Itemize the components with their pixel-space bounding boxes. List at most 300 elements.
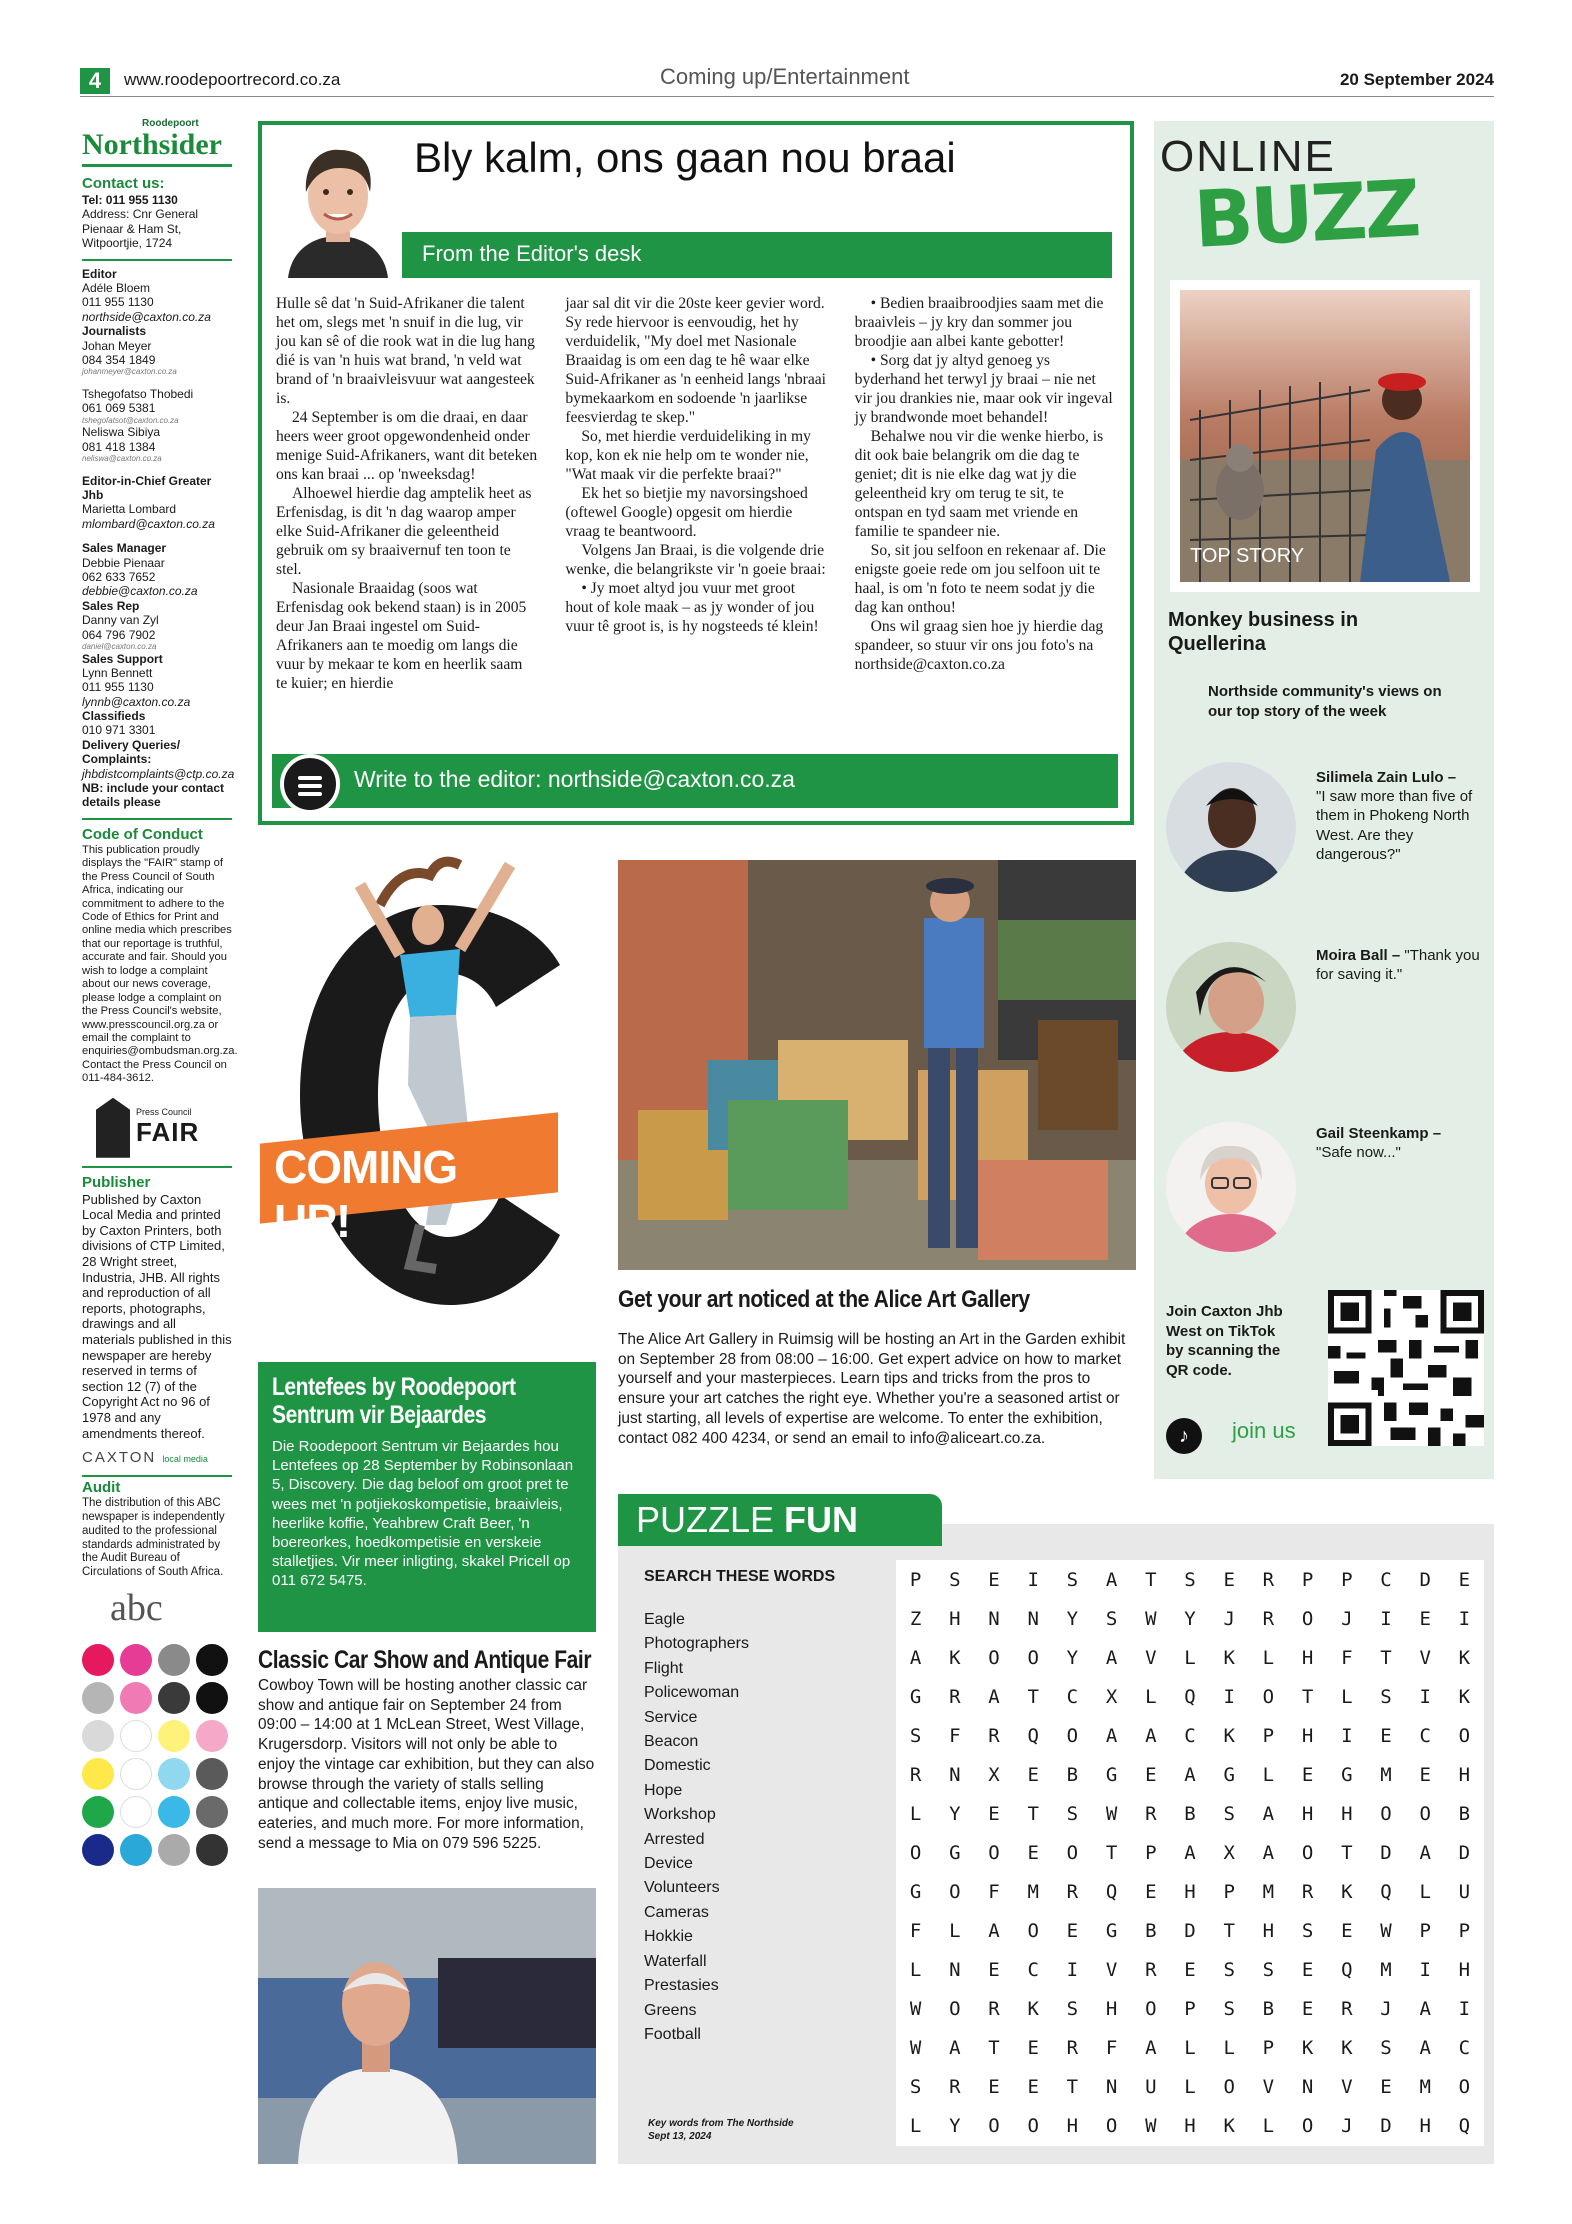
grid-letter[interactable]: T: [1341, 1841, 1353, 1864]
grid-letter[interactable]: I: [1341, 1724, 1353, 1747]
grid-letter[interactable]: L: [1341, 1685, 1353, 1708]
commenter-name: Gail Steenkamp –: [1316, 1125, 1442, 1142]
grid-letter[interactable]: O: [988, 1646, 1000, 1669]
grid-letter[interactable]: P: [1223, 1881, 1235, 1904]
grid-letter[interactable]: B: [1145, 1920, 1157, 1943]
grid-letter[interactable]: N: [1301, 2076, 1314, 2099]
grid-letter[interactable]: P: [1419, 1920, 1431, 1943]
grid-letter[interactable]: D: [1419, 1568, 1431, 1591]
grid-letter[interactable]: O: [1223, 2076, 1235, 2099]
site-url[interactable]: www.roodepoortrecord.co.za: [124, 70, 341, 89]
grid-letter[interactable]: H: [1458, 1959, 1471, 1982]
journalist-email[interactable]: neliswa@caxton.co.za: [82, 454, 162, 464]
grid-letter[interactable]: T: [1223, 1920, 1235, 1943]
paragraph: Behalwe nou vir die wenke hierbo, is dit ook baie belangrik om die dag te geniet; dit is nie elke dag wat jy die geleentheid kry om terug te sit, te ontspan en tyd saam met vriende en familie te spandeer nie.: [854, 428, 1104, 541]
grid-letter[interactable]: V: [1419, 1646, 1431, 1669]
grid-letter[interactable]: S: [1066, 1568, 1079, 1591]
grid-letter[interactable]: A: [1184, 1841, 1196, 1864]
grid-letter[interactable]: E: [1341, 1920, 1353, 1943]
grid-letter[interactable]: C: [1380, 1568, 1392, 1591]
sales-manager-tel: 062 633 7652: [82, 569, 156, 584]
grid-letter[interactable]: A: [1105, 1646, 1118, 1669]
grid-letter[interactable]: L: [1184, 2076, 1196, 2099]
grid-letter[interactable]: N: [949, 1959, 961, 1982]
grid-letter[interactable]: H: [1066, 2115, 1079, 2138]
grid-letter[interactable]: I: [1380, 1607, 1392, 1630]
logo-prefix: Roodepoort: [142, 118, 199, 129]
grid-letter[interactable]: E: [1380, 2076, 1392, 2099]
colour-swatch: [158, 1644, 190, 1676]
grid-letter[interactable]: W: [1105, 1802, 1118, 1825]
grid-letter[interactable]: O: [1027, 1920, 1039, 1943]
grid-letter[interactable]: F: [1341, 1646, 1353, 1669]
grid-letter[interactable]: O: [1066, 1724, 1079, 1747]
grid-letter[interactable]: L: [1145, 1685, 1157, 1708]
grid-letter[interactable]: V: [1145, 1646, 1157, 1669]
grid-letter[interactable]: O: [949, 1881, 961, 1904]
car-show-headline[interactable]: Classic Car Show and Antique Fair: [258, 1646, 592, 1674]
grid-letter[interactable]: B: [1262, 1998, 1275, 2021]
grid-letter[interactable]: X: [1105, 1685, 1118, 1708]
grid-letter[interactable]: L: [1184, 1646, 1196, 1669]
art-gallery-body: The Alice Art Gallery in Ruimsig will be hosting an Art in the Garden exhibit on September 28 from 08:00 – 16:00. Get expert advice on how to market yourself and your masterpieces. Learn tips and tricks from the pros to ensure your art catches the right eye. Whether you're a seasoned artist or just starting, all levels of expertise are welcome. To enter the exhibition, contact 082 400 4234, or send an email to info@aliceart.co.za.: [618, 1331, 1126, 1447]
grid-letter[interactable]: H: [1301, 1724, 1314, 1747]
grid-letter[interactable]: O: [1301, 1607, 1314, 1630]
grid-letter[interactable]: X: [1223, 1841, 1235, 1864]
grid-letter[interactable]: Y: [1066, 1646, 1079, 1669]
grid-letter[interactable]: Y: [1184, 1607, 1196, 1630]
grid-letter[interactable]: Q: [1458, 2115, 1471, 2138]
grid-letter[interactable]: C: [1458, 2037, 1471, 2060]
grid-letter[interactable]: E: [988, 2076, 1000, 2099]
grid-letter[interactable]: T: [1380, 1646, 1392, 1669]
join-us-link[interactable]: join us: [1232, 1418, 1296, 1443]
grid-letter[interactable]: G: [1341, 1763, 1353, 1786]
grid-letter[interactable]: E: [1027, 2037, 1039, 2060]
grid-letter[interactable]: I: [1419, 1959, 1431, 1982]
grid-letter[interactable]: S: [1066, 1998, 1079, 2021]
paragraph: • Jy moet altyd jou vuur met groot hout of kole maak – as jy wonder of jou vuur tê groot is, is hy nogsteeds té klein!: [565, 580, 819, 636]
comment-text: "Safe now...": [1316, 1144, 1401, 1162]
tiktok-icon[interactable]: ♪: [1166, 1418, 1202, 1454]
grid-letter[interactable]: A: [1184, 1763, 1196, 1786]
paragraph: Ek het so bietjie my navorsingshoed (oftewel Google) opgesit om hierdie vraag te beantwoord.: [565, 485, 808, 541]
grid-letter[interactable]: M: [1380, 1763, 1392, 1786]
paragraph: jaar sal dit vir die 20ste keer gevier word. Sy rede hiervoor is eenvoudig, het hy verduidelik, "My doel met Nasionale Braaidag is om een dag te hê waar elke Suid-Afrikaner as 'n eenheid langs 'nbraai bymekaarkom en sodoende 'n jaarlikse feesvierdag te skep.": [565, 295, 826, 427]
grid-letter[interactable]: S: [1223, 1998, 1235, 2021]
grid-letter[interactable]: M: [1380, 1959, 1392, 1982]
grid-letter[interactable]: R: [1145, 1959, 1157, 1982]
reader-comment: [1316, 1124, 1486, 1162]
qr-code[interactable]: [1328, 1290, 1484, 1446]
grid-letter[interactable]: C: [1419, 1724, 1431, 1747]
grid-letter[interactable]: R: [1341, 1998, 1353, 2021]
grid-letter[interactable]: X: [988, 1763, 1000, 1786]
grid-letter[interactable]: T: [988, 2037, 1000, 2060]
grid-letter[interactable]: P: [1184, 1998, 1196, 2021]
grid-letter[interactable]: O: [988, 2115, 1000, 2138]
grid-letter[interactable]: C: [1027, 1959, 1039, 1982]
grid-letter[interactable]: P: [1301, 1568, 1314, 1591]
grid-letter[interactable]: E: [1419, 1763, 1431, 1786]
journalists-heading: Journalists: [82, 324, 147, 339]
grid-letter[interactable]: K: [949, 1646, 961, 1669]
fun-label: FUN: [784, 1499, 859, 1540]
colour-swatch: [196, 1682, 228, 1714]
speech-bubble-icon: [280, 754, 340, 814]
grid-letter[interactable]: E: [1301, 1998, 1314, 2021]
grid-letter[interactable]: J: [1223, 1607, 1235, 1630]
grid-letter[interactable]: E: [1223, 1568, 1235, 1591]
grid-letter[interactable]: R: [988, 1998, 1000, 2021]
grid-letter[interactable]: O: [1301, 1841, 1314, 1864]
sales-support-email[interactable]: lynnb@caxton.co.za: [82, 694, 191, 709]
grid-letter[interactable]: A: [909, 1646, 922, 1669]
grid-letter[interactable]: P: [909, 1568, 922, 1591]
grid-letter[interactable]: M: [1419, 2076, 1431, 2099]
grid-letter[interactable]: O: [1458, 2076, 1471, 2099]
grid-letter[interactable]: I: [1223, 1685, 1235, 1708]
grid-letter[interactable]: K: [1458, 1646, 1471, 1669]
grid-letter[interactable]: O: [1419, 1802, 1431, 1825]
grid-letter[interactable]: P: [1341, 1568, 1353, 1591]
grid-letter[interactable]: S: [949, 1568, 961, 1591]
puzzle-footnote: Key words from The Northside Sept 13, 2024: [648, 2118, 794, 2142]
buzz-label: BUZZ: [1191, 164, 1421, 266]
grid-letter[interactable]: R: [988, 1724, 1000, 1747]
grid-letter[interactable]: W: [1145, 2115, 1157, 2138]
sales-rep-name: Danny van Zyl: [82, 613, 159, 628]
car-show-photo[interactable]: [258, 1888, 596, 2164]
grid-letter[interactable]: G: [1105, 1920, 1118, 1943]
grid-letter[interactable]: A: [988, 1920, 1000, 1943]
buzz-headline[interactable]: Monkey business in Quellerina: [1168, 609, 1359, 656]
grid-letter[interactable]: A: [1145, 1724, 1157, 1747]
grid-letter[interactable]: E: [1301, 1959, 1314, 1982]
grid-letter[interactable]: O: [1458, 1724, 1471, 1747]
grid-letter[interactable]: S: [1184, 1568, 1196, 1591]
lentefees-headline[interactable]: Lentefees by Roodepoort Sentrum vir Bejaardes: [272, 1373, 516, 1429]
grid-letter[interactable]: I: [1066, 1959, 1079, 1982]
grid-letter[interactable]: H: [1184, 2115, 1196, 2138]
grid-letter[interactable]: L: [1223, 2037, 1235, 2060]
paragraph: 24 September is om die draai, en daar heers weer groot opgewondenheid onder menige Suid-Afrikaners, want dit beteken ons kan braai ... op 'nweeksdag!: [276, 409, 538, 484]
grid-letter[interactable]: R: [1301, 1881, 1314, 1904]
grid-letter[interactable]: S: [1223, 1802, 1235, 1825]
grid-letter[interactable]: Y: [1066, 1607, 1079, 1630]
grid-letter[interactable]: K: [1223, 1724, 1235, 1747]
grid-letter[interactable]: F: [988, 1881, 1000, 1904]
word-search-grid[interactable]: [896, 1560, 1484, 2146]
grid-letter[interactable]: O: [1380, 1802, 1392, 1825]
grid-letter[interactable]: E: [1027, 1763, 1039, 1786]
grid-letter[interactable]: A: [1419, 1998, 1431, 2021]
grid-letter[interactable]: A: [1105, 1568, 1118, 1591]
grid-letter[interactable]: B: [1458, 1802, 1471, 1825]
grid-letter[interactable]: H: [949, 1607, 961, 1630]
art-gallery-photo[interactable]: [618, 860, 1136, 1270]
grid-letter[interactable]: A: [949, 2037, 961, 2060]
grid-letter[interactable]: W: [1145, 1607, 1157, 1630]
grid-letter[interactable]: H: [1301, 1802, 1314, 1825]
editors-desk-bar: From the Editor's desk: [402, 232, 1112, 278]
grid-letter[interactable]: E: [1380, 1724, 1392, 1747]
grid-letter[interactable]: L: [1184, 2037, 1196, 2060]
coming-up-label: COMING UP!: [274, 1141, 458, 1247]
grid-letter[interactable]: N: [988, 1607, 1000, 1630]
grid-letter[interactable]: H: [1262, 1920, 1275, 1943]
grid-letter[interactable]: K: [1027, 1998, 1039, 2021]
search-word: Football: [644, 2025, 701, 2043]
grid-letter[interactable]: G: [909, 1685, 922, 1708]
grid-letter[interactable]: S: [1066, 1802, 1079, 1825]
grid-letter[interactable]: A: [1419, 2037, 1431, 2060]
grid-letter[interactable]: H: [1184, 1881, 1196, 1904]
grid-letter[interactable]: P: [1145, 1841, 1157, 1864]
eic-heading: Editor-in-Chief Greater Jhb: [82, 473, 212, 503]
grid-letter[interactable]: C: [1184, 1724, 1196, 1747]
grid-letter[interactable]: G: [1223, 1763, 1235, 1786]
grid-letter[interactable]: R: [1145, 1802, 1157, 1825]
sales-manager-email[interactable]: debbie@caxton.co.za: [82, 584, 198, 599]
delivery-email[interactable]: jhbdistcomplaints@ctp.co.za: [82, 766, 235, 781]
grid-letter[interactable]: S: [1223, 1959, 1235, 1982]
grid-letter[interactable]: F: [949, 1724, 961, 1747]
grid-letter[interactable]: T: [1066, 2076, 1079, 2099]
search-word: Service: [644, 1708, 698, 1726]
paragraph: Hulle sê dat 'n Suid-Afrikaner die talent het om, slegs met 'n snuif in die lug, vir jou kan sê of die rook wat in die lug hang dié is van 'n huis wat brand, 'n veld wat brand of 'n braaivleisvuur wat aangesteek is.: [276, 295, 535, 408]
colour-swatch: [82, 1834, 114, 1866]
tiktok-join-text: Join Caxton Jhb West on TikTok by scanning the QR code.: [1166, 1303, 1283, 1379]
comment-text: "I saw more than five of them in Phokeng North West. Are they dangerous?": [1316, 788, 1473, 863]
sales-rep-email[interactable]: daniel@caxton.co.za: [82, 641, 157, 651]
grid-letter[interactable]: Q: [1105, 1881, 1118, 1904]
grid-letter[interactable]: L: [1262, 1646, 1275, 1669]
grid-letter[interactable]: E: [1145, 1881, 1157, 1904]
grid-letter[interactable]: L: [909, 1959, 922, 1982]
write-to-editor-bar[interactable]: Write to the editor: northside@caxton.co.za: [272, 754, 1118, 808]
grid-letter[interactable]: I: [1458, 1998, 1471, 2021]
publisher-heading: Publisher: [82, 1173, 151, 1191]
grid-letter[interactable]: S: [909, 2076, 922, 2099]
grid-letter[interactable]: V: [1105, 1959, 1118, 1982]
grid-letter[interactable]: P: [1262, 1724, 1275, 1747]
grid-letter[interactable]: E: [1066, 1920, 1079, 1943]
grid-letter[interactable]: U: [1458, 1881, 1471, 1904]
grid-letter[interactable]: A: [1262, 1802, 1275, 1825]
journalist-email[interactable]: tshegofatsot@caxton.co.za: [82, 415, 179, 425]
grid-letter[interactable]: E: [1419, 1607, 1431, 1630]
grid-letter[interactable]: O: [1262, 1685, 1275, 1708]
grid-letter[interactable]: S: [1105, 1607, 1118, 1630]
grid-letter[interactable]: R: [1066, 2037, 1079, 2060]
grid-letter[interactable]: E: [988, 1802, 1000, 1825]
grid-letter[interactable]: E: [988, 1568, 1000, 1591]
grid-letter[interactable]: B: [1066, 1763, 1079, 1786]
grid-letter[interactable]: S: [909, 1724, 922, 1747]
grid-letter[interactable]: E: [1027, 2076, 1039, 2099]
grid-letter[interactable]: T: [1301, 1685, 1314, 1708]
grid-letter[interactable]: M: [1262, 1881, 1275, 1904]
top-story-label: TOP STORY: [1190, 545, 1305, 567]
grid-letter[interactable]: S: [1301, 1920, 1314, 1943]
grid-letter[interactable]: A: [1262, 1841, 1275, 1864]
paragraph: • Bedien braaibroodjies saam met die braaivleis – jy kry dan sommer jou broodjie aan albei kante gebotter!: [854, 295, 1104, 351]
grid-letter[interactable]: G: [909, 1881, 922, 1904]
grid-letter[interactable]: E: [1458, 1568, 1471, 1591]
word-list-heading: SEARCH THESE WORDS: [644, 1568, 836, 1585]
grid-letter[interactable]: O: [949, 1998, 961, 2021]
grid-letter[interactable]: E: [1301, 1763, 1314, 1786]
grid-letter[interactable]: K: [1341, 1881, 1353, 1904]
grid-letter[interactable]: Q: [1027, 1724, 1039, 1747]
grid-letter[interactable]: A: [1145, 2037, 1157, 2060]
grid-letter[interactable]: W: [1380, 1920, 1392, 1943]
grid-letter[interactable]: I: [1419, 1685, 1431, 1708]
grid-letter[interactable]: H: [1419, 2115, 1431, 2138]
fair-small-label: Press Council: [136, 1107, 192, 1118]
grid-letter[interactable]: N: [1027, 1607, 1039, 1630]
journalist-tel: 081 418 1384: [82, 439, 156, 454]
grid-letter[interactable]: R: [949, 2076, 961, 2099]
grid-letter[interactable]: Q: [1380, 1881, 1392, 1904]
grid-letter[interactable]: O: [1027, 1646, 1039, 1669]
colour-swatch: [82, 1720, 114, 1752]
grid-letter[interactable]: V: [1262, 2076, 1275, 2099]
grid-letter[interactable]: T: [1145, 1568, 1157, 1591]
grid-letter[interactable]: L: [909, 1802, 922, 1825]
grid-letter[interactable]: T: [1027, 1685, 1039, 1708]
grid-letter[interactable]: A: [1419, 1841, 1431, 1864]
grid-letter[interactable]: W: [909, 1998, 922, 2021]
grid-letter[interactable]: H: [1458, 1763, 1471, 1786]
grid-letter[interactable]: E: [988, 1959, 1000, 1982]
grid-letter[interactable]: R: [949, 1685, 961, 1708]
grid-letter[interactable]: K: [1458, 1685, 1471, 1708]
eic-email[interactable]: mlombard@caxton.co.za: [82, 516, 215, 531]
grid-letter[interactable]: T: [1105, 1841, 1118, 1864]
grid-letter[interactable]: N: [949, 1763, 961, 1786]
grid-letter[interactable]: H: [1341, 1802, 1353, 1825]
journalist-email[interactable]: johanmeyer@caxton.co.za: [82, 367, 177, 377]
sales-rep-tel: 064 796 7902: [82, 627, 156, 642]
search-word: Greens: [644, 2001, 697, 2019]
grid-letter[interactable]: Y: [949, 1802, 961, 1825]
colour-swatch: [120, 1834, 152, 1866]
grid-letter[interactable]: O: [1066, 1841, 1079, 1864]
grid-letter[interactable]: F: [909, 1920, 922, 1943]
coming-up-dancer-graphic: [260, 845, 600, 1325]
grid-letter[interactable]: L: [1262, 1763, 1275, 1786]
grid-letter[interactable]: W: [909, 2037, 922, 2060]
search-word: Arrested: [644, 1830, 705, 1848]
grid-letter[interactable]: J: [1341, 1607, 1353, 1630]
grid-letter[interactable]: G: [1105, 1763, 1118, 1786]
grid-letter[interactable]: O: [1301, 2115, 1314, 2138]
puzzle-label: PUZZLE: [636, 1499, 785, 1540]
grid-letter[interactable]: I: [1458, 1607, 1471, 1630]
grid-letter[interactable]: K: [1301, 2037, 1314, 2060]
art-gallery-headline[interactable]: Get your art noticed at the Alice Art Gallery: [618, 1286, 1030, 1313]
grid-letter[interactable]: J: [1380, 1998, 1392, 2021]
grid-letter[interactable]: T: [1027, 1802, 1039, 1825]
grid-letter[interactable]: A: [1105, 1724, 1118, 1747]
car-show-body: Cowboy Town will be hosting another classic car show and antique fair on September 24 from 09:00 – 14:00 at 1 McLean Street, West Village, Krugersdorp. Visitors will not only be able to enjoy the vintage car exhibition, but they can also browse through the variety of stalls selling antique and collectable items, enjoy live music, eateries, and much more. For more information, send a message to Mia on 079 596 5225.: [258, 1677, 595, 1852]
editor-email[interactable]: northside@caxton.co.za: [82, 309, 211, 324]
grid-letter[interactable]: E: [1027, 1841, 1039, 1864]
grid-letter[interactable]: R: [909, 1763, 922, 1786]
avatar: [1166, 1122, 1296, 1252]
grid-letter[interactable]: O: [1105, 2115, 1118, 2138]
grid-letter[interactable]: K: [1223, 2115, 1235, 2138]
grid-letter[interactable]: S: [1380, 1685, 1392, 1708]
grid-letter[interactable]: P: [1262, 2037, 1275, 2060]
grid-letter[interactable]: Q: [1341, 1959, 1353, 1982]
search-word: Cameras: [644, 1903, 709, 1921]
grid-letter[interactable]: O: [988, 1841, 1000, 1864]
grid-letter[interactable]: N: [1105, 2076, 1118, 2099]
issue-date: 20 September 2024: [1339, 70, 1494, 89]
grid-letter[interactable]: G: [949, 1841, 961, 1864]
grid-letter[interactable]: S: [1262, 1959, 1275, 1982]
grid-letter[interactable]: B: [1184, 1802, 1196, 1825]
grid-letter[interactable]: L: [1262, 2115, 1275, 2138]
grid-letter[interactable]: L: [1419, 1881, 1431, 1904]
grid-letter[interactable]: O: [1145, 1998, 1157, 2021]
grid-letter[interactable]: S: [1380, 2037, 1392, 2060]
grid-letter[interactable]: L: [909, 2115, 922, 2138]
grid-letter[interactable]: C: [1066, 1685, 1079, 1708]
cage-illustration: [1180, 290, 1470, 582]
grid-letter[interactable]: F: [1105, 2037, 1118, 2060]
grid-letter[interactable]: D: [1458, 1841, 1471, 1864]
classifieds-tel: 010 971 3301: [82, 723, 156, 738]
grid-letter[interactable]: D: [1184, 1920, 1196, 1943]
colour-swatch: [120, 1796, 152, 1828]
grid-letter[interactable]: K: [1341, 2037, 1353, 2060]
grid-letter[interactable]: P: [1458, 1920, 1471, 1943]
search-word: Waterfall: [644, 1952, 707, 1970]
grid-letter[interactable]: D: [1380, 2115, 1392, 2138]
grid-letter[interactable]: L: [949, 1920, 961, 1943]
grid-letter[interactable]: O: [1027, 2115, 1039, 2138]
grid-letter[interactable]: K: [1223, 1646, 1235, 1669]
grid-letter[interactable]: A: [988, 1685, 1000, 1708]
grid-letter[interactable]: R: [1066, 1881, 1079, 1904]
grid-letter[interactable]: E: [1184, 1959, 1196, 1982]
online-label: ONLINE: [1160, 132, 1336, 181]
search-word: Device: [644, 1855, 693, 1873]
grid-letter[interactable]: I: [1027, 1568, 1039, 1591]
grid-letter[interactable]: J: [1341, 2115, 1353, 2138]
top-story-photo[interactable]: [1170, 280, 1480, 592]
grid-letter[interactable]: D: [1380, 1841, 1392, 1864]
grid-letter[interactable]: V: [1341, 2076, 1353, 2099]
grid-letter[interactable]: E: [1145, 1763, 1157, 1786]
grid-letter[interactable]: Z: [909, 1607, 922, 1630]
grid-letter[interactable]: Q: [1184, 1685, 1196, 1708]
section-title: Coming up/Entertainment: [660, 64, 910, 89]
grid-letter[interactable]: R: [1262, 1568, 1275, 1591]
grid-letter[interactable]: O: [909, 1841, 922, 1864]
grid-letter[interactable]: Y: [949, 2115, 961, 2138]
paragraph: Volgens Jan Braai, is die volgende drie wenke, die belangrikste vir 'n goeie braai:: [565, 542, 826, 579]
grid-letter[interactable]: H: [1301, 1646, 1314, 1669]
grid-letter[interactable]: H: [1105, 1998, 1118, 2021]
grid-letter[interactable]: U: [1145, 2076, 1157, 2099]
grid-letter[interactable]: R: [1262, 1607, 1275, 1630]
grid-letter[interactable]: M: [1027, 1881, 1039, 1904]
